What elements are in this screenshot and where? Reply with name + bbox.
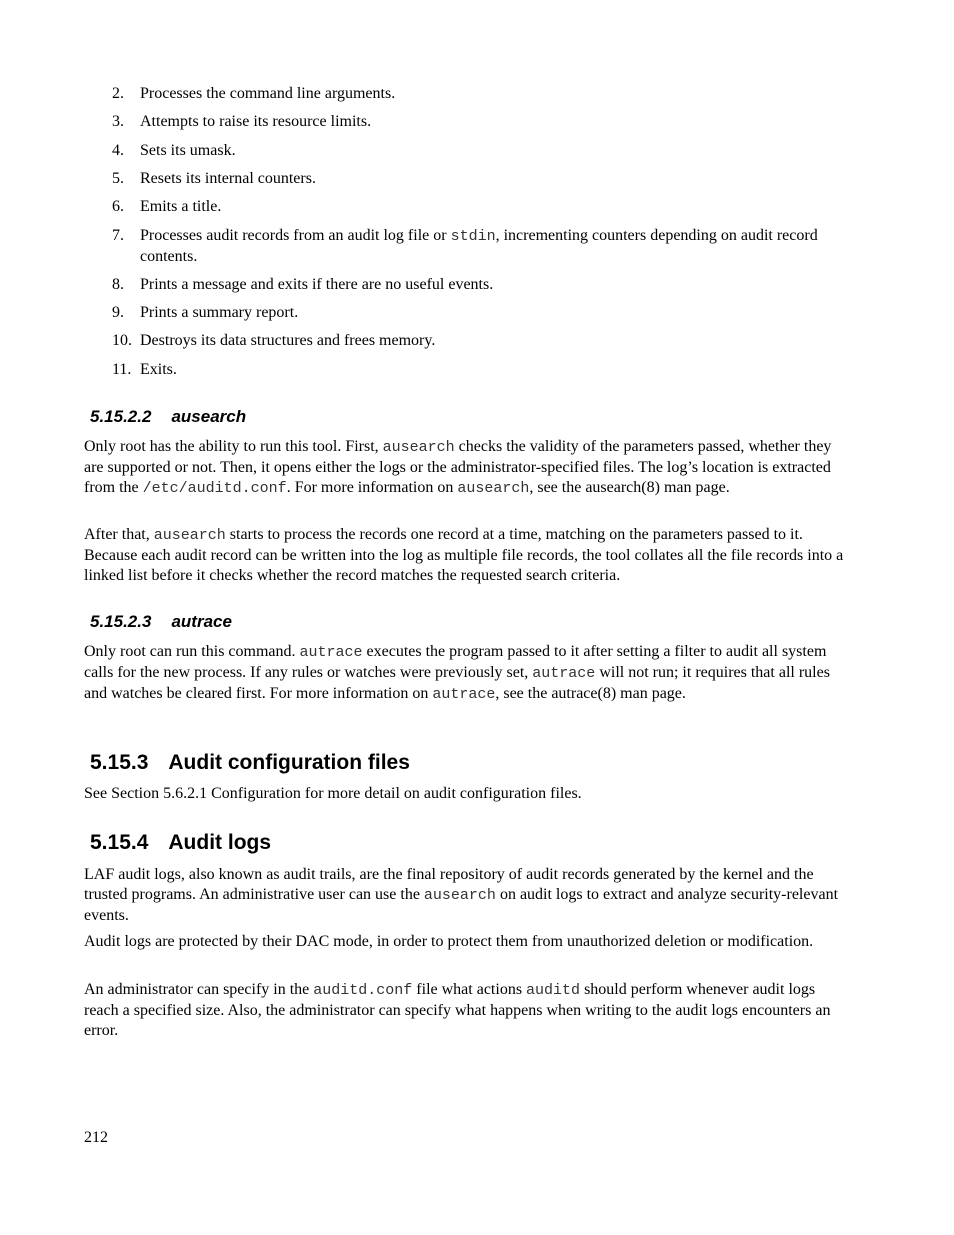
list-item	[112, 360, 832, 380]
list-text: Exits.	[140, 361, 177, 378]
section-number: 5.15.2.2	[90, 407, 152, 426]
list-number: 9.	[112, 304, 124, 321]
paragraph	[84, 980, 849, 1041]
text-run: executes the program passed to it after setting a filter to audit all system calls for the new process. If any rules or watches were previously set,	[84, 643, 827, 681]
text-run: An administrator can specify in the	[84, 981, 314, 998]
list-item	[112, 197, 832, 217]
paragraph	[84, 642, 849, 705]
code-term: ausearch	[382, 439, 455, 456]
text-run: checks the validity of the parameters passed, whether they are supported or not. Then, it opens either the logs or the administrator-specified files. The log’s location is extracted from the	[84, 438, 832, 496]
page-number: 212	[84, 1129, 108, 1146]
list-text-part: , incrementing counters depending on audit record contents.	[140, 227, 818, 265]
section-title: Audit configuration files	[168, 751, 410, 774]
code-term: /etc/auditd.conf	[142, 480, 287, 497]
list-item	[112, 141, 832, 161]
list-item	[112, 169, 832, 189]
code-term: auditd	[526, 982, 581, 999]
paragraph: Audit logs are protected by their DAC mode, in order to protect them from unauthorized deletion or modification.	[84, 933, 814, 950]
text-run: Only root has the ability to run this tool. First,	[84, 438, 383, 455]
text-run: LAF audit logs, also known as audit trails, are the final repository of audit records generated by the kernel and the trusted programs. An administrative user can use the	[84, 866, 814, 903]
section-number: 5.15.4	[90, 831, 149, 854]
list-item	[112, 275, 832, 295]
code-term: ausearch	[457, 480, 530, 497]
section-heading-ausearch	[90, 407, 246, 427]
list-text	[140, 226, 840, 267]
list-number: 7.	[112, 227, 124, 244]
list-item	[112, 226, 832, 265]
list-text: Emits a title.	[140, 198, 222, 215]
code-term: auditd.conf	[313, 982, 413, 999]
text-run: file what actions	[412, 981, 527, 998]
section-title: ausearch	[171, 407, 247, 426]
text-run: After that,	[84, 526, 154, 543]
list-number: 2.	[112, 85, 124, 102]
text-run: should perform whenever audit logs reach a specified size. Also, the administrator can specify what happens when writing to the audit logs encounters an error.	[84, 981, 831, 1039]
code-term: ausearch	[153, 527, 226, 544]
paragraph	[84, 437, 849, 499]
code-term: autrace	[299, 644, 363, 661]
list-number: 10.	[112, 332, 132, 349]
text-run: , see the autrace(8) man page.	[495, 685, 686, 702]
list-number: 3.	[112, 113, 124, 130]
code-term: autrace	[432, 686, 496, 703]
list-number: 5.	[112, 170, 124, 187]
section-heading-audit-logs	[90, 831, 271, 855]
list-text: Attempts to raise its resource limits.	[140, 113, 372, 130]
list-text: Prints a message and exits if there are no useful events.	[140, 276, 494, 293]
list-text: Sets its umask.	[140, 142, 236, 159]
list-text: Destroys its data structures and frees memory.	[140, 332, 436, 349]
list-number: 11.	[112, 361, 132, 378]
list-text: Prints a summary report.	[140, 304, 299, 321]
text-run: . For more information on	[286, 479, 458, 496]
section-heading-audit-configuration-files	[90, 751, 410, 775]
text-run: Only root can run this command.	[84, 643, 300, 660]
list-item	[112, 112, 832, 132]
list-text: Resets its internal counters.	[140, 170, 316, 187]
section-heading-autrace	[90, 612, 232, 632]
section-number: 5.15.3	[90, 751, 149, 774]
list-text: Processes the command line arguments.	[140, 85, 396, 102]
text-run: on audit logs to extract and analyze security-relevant events.	[84, 886, 839, 924]
paragraph	[84, 525, 849, 586]
section-number: 5.15.2.3	[90, 612, 152, 631]
paragraph	[84, 865, 849, 926]
list-number: 4.	[112, 142, 124, 159]
paragraph: See Section 5.6.2.1 Configuration for more detail on audit configuration files.	[84, 785, 582, 802]
text-run: will not run; it requires that all rules and watches be cleared first. For more information on	[84, 664, 830, 702]
section-title: autrace	[171, 612, 232, 631]
list-number: 6.	[112, 198, 124, 215]
code-term: autrace	[532, 665, 596, 682]
list-item	[112, 84, 832, 104]
text-run: starts to process the records one record at a time, matching on the parameters passed to it. Because each audit record can be written into the log as multiple file records, the tool collates all the file records into a linked list before it checks whether the record matches the requested search criteria.	[84, 526, 844, 584]
text-run: , see the ausearch(8) man page.	[529, 479, 730, 496]
list-text-part: Processes audit records from an audit log file or	[140, 227, 451, 244]
code-term: stdin	[450, 228, 496, 245]
list-item	[112, 303, 832, 323]
list-number: 8.	[112, 276, 124, 293]
code-term: ausearch	[423, 887, 496, 904]
section-title: Audit logs	[168, 831, 272, 854]
list-item	[112, 331, 832, 351]
